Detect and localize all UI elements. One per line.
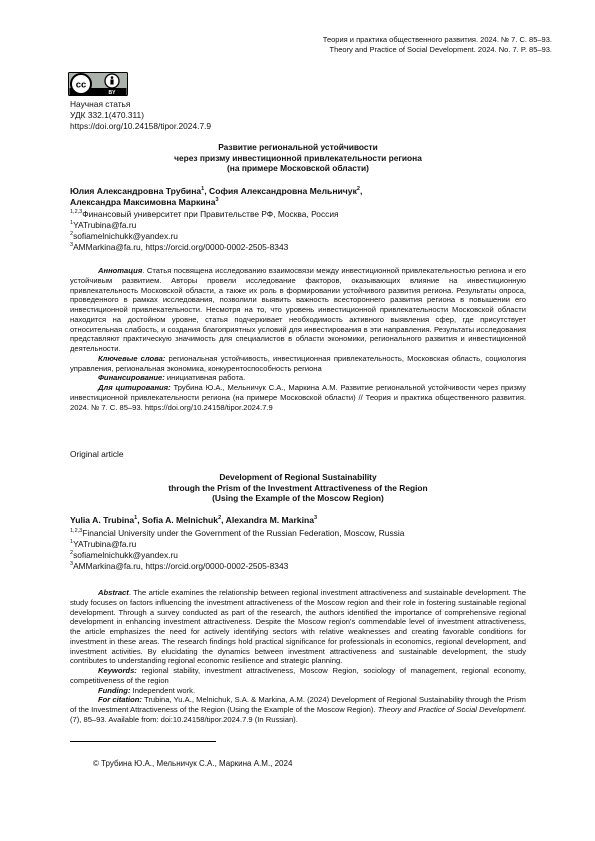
journal-header bbox=[323, 35, 552, 54]
email-1 bbox=[70, 220, 530, 231]
abstract-text: . Статья посвящена исследованию взаимосвязи между инвестиционной привлекательностью региона и его устойчивым развитием. Авторы провели исследование факторов, оказывающих влияние на инвестиционную привлекательность Московской области, а также их роль в формировании устойчивого развития региона. Результаты опроса, проведенного в рамках исследования, позволили выявить важность всестороннего развития региона в повышении его инвестиционной привлекательности. Несмотря на то, что уровень инвестиционной привлекательности Московской области находится на достойном уровне, статья подчеркивает необходимость активного выявления сфер, где присутствует относительная слабость, и создания благоприятных условий для инвестирования в эти направления. Результаты исследования представляют практическую значимость для специалистов в области экономики, регионального развития и инвестиционной деятельности. bbox=[70, 266, 526, 353]
title-line: через призму инвестиционной привлекательности региона bbox=[174, 152, 422, 163]
email-link[interactable]: AMMarkina@fa.ru, https://orcid.org/0000-0002-2505-8343 bbox=[73, 561, 289, 572]
email-3 bbox=[70, 242, 530, 253]
email-sup: 3 bbox=[70, 242, 74, 249]
keywords-label: Keywords: bbox=[98, 666, 137, 675]
author-name: София Александровна Мельничук bbox=[209, 186, 357, 196]
article-meta-ru bbox=[70, 99, 211, 131]
authors-en bbox=[70, 515, 530, 526]
funding-paragraph bbox=[70, 686, 526, 696]
abstract-block-ru bbox=[70, 266, 526, 412]
doi-link[interactable]: https://doi.org/10.24158/tipor.2024.7.9 bbox=[70, 120, 212, 131]
email-sup: 2 bbox=[70, 550, 74, 557]
affil-text: Financial University under the Government of the Russian Federation, Moscow, Russia bbox=[82, 528, 405, 538]
author-sep: , bbox=[137, 515, 142, 525]
article-type: Научная статья bbox=[70, 99, 131, 109]
author-name: Александра Максимовна Маркина bbox=[70, 197, 216, 207]
affiliations-en bbox=[70, 528, 530, 572]
author-sup: 2 bbox=[356, 186, 360, 193]
email-link[interactable]: sofiamelnichukk@yandex.ru bbox=[73, 231, 178, 242]
author-sep: , bbox=[221, 515, 226, 525]
affil-sup: 1,2,3 bbox=[70, 209, 83, 216]
author-sup: 3 bbox=[313, 515, 318, 522]
email-1 bbox=[70, 539, 530, 550]
title-line: through the Prism of the Investment Attractiveness of the Region bbox=[168, 482, 428, 493]
keywords-label: Ключевые слова: bbox=[98, 353, 166, 363]
keywords-text: regional stability, investment attractiveness, Moscow Region, sociology of management, regional economy, competitiveness of the region bbox=[70, 666, 526, 685]
footnote-divider bbox=[70, 741, 216, 742]
author-name: Yulia A. Trubina bbox=[70, 515, 135, 525]
article-title-ru bbox=[70, 142, 526, 174]
abstract-label: Abstract bbox=[98, 588, 129, 597]
abstract-block-en bbox=[70, 588, 526, 725]
citation-paragraph bbox=[70, 383, 526, 412]
affiliations-ru bbox=[70, 209, 530, 253]
author-name: Alexandra M. Markina bbox=[225, 515, 314, 525]
article-type-en: Original article bbox=[70, 449, 124, 459]
abstract-paragraph bbox=[70, 266, 526, 354]
abstract-paragraph bbox=[70, 588, 526, 666]
email-2 bbox=[70, 550, 530, 561]
author-name: Юлия Александровна Трубина bbox=[70, 186, 202, 196]
title-line: Development of Regional Sustainability bbox=[219, 472, 377, 482]
cc-by-label: BY bbox=[108, 90, 116, 96]
author-name: Sofia A. Melnichuk bbox=[142, 515, 219, 525]
email-sup: 2 bbox=[70, 231, 74, 238]
funding-text: инициативная работа. bbox=[164, 373, 246, 383]
email-link[interactable]: YATrubina@fa.ru bbox=[73, 220, 137, 231]
affil-text: Финансовый университет при Правительстве РФ, Москва, Россия bbox=[82, 209, 339, 219]
citation-label: For citation: bbox=[98, 695, 142, 705]
citation-text-end: . (7), 85–93. Available from: doi:10.24158/tipor.2024.7.9 (In Russian). bbox=[70, 705, 526, 724]
author-sep: , bbox=[359, 186, 363, 196]
title-line: (Using the Example of the Moscow Region) bbox=[212, 493, 384, 504]
affiliation bbox=[70, 209, 530, 220]
funding-paragraph bbox=[70, 373, 526, 383]
funding-label: Финансирование: bbox=[98, 373, 165, 383]
author-sup: 1 bbox=[201, 186, 205, 193]
author-sep: , bbox=[204, 186, 210, 196]
funding-text: Independent work. bbox=[130, 685, 196, 695]
copyright-notice: © Трубина Ю.А., Мельничук С.А., Маркина А.М., 2024 bbox=[93, 759, 293, 768]
cc-by-icon bbox=[68, 72, 128, 96]
email-link[interactable]: AMMarkina@fa.ru, https://orcid.org/0000-0002-2505-8343 bbox=[73, 242, 289, 253]
citation-paragraph bbox=[70, 695, 526, 724]
author-sup: 2 bbox=[218, 515, 222, 522]
title-line: Развитие региональной устойчивости bbox=[218, 142, 378, 152]
authors-ru bbox=[70, 186, 530, 208]
abstract-text: . The article examines the relationship between regional investment attractiveness and sustainable development. The study focuses on factors influencing the investment attractiveness of the Moscow region and their role in fostering sustainable regional development. Through a survey conducted as part of the research, the authors identified the importance of comprehensive regional development in enhancing investment attractiveness. Despite the Moscow region's commendable level of investment attractiveness, the article emphasizes the need for actively identifying sectors with relative weaknesses and creating favorable conditions for investment in these areas. The research findings hold practical significance for professionals in economics, regional development, and investment activities. By elucidating the dynamics between investment attractiveness and sustainable development, the study contributes to understanding regional economic resilience and strategic planning. bbox=[70, 588, 526, 666]
citation-label: Для цитирования: bbox=[98, 383, 171, 392]
email-sup: 1 bbox=[70, 220, 74, 227]
journal-header-ru: Теория и практика общественного развития. 2024. № 7. С. 85–93. bbox=[322, 35, 552, 44]
keywords-paragraph bbox=[70, 666, 526, 686]
udc: УДК 332.1(470.311) bbox=[70, 109, 145, 120]
affiliation bbox=[70, 528, 530, 539]
email-2 bbox=[70, 231, 530, 242]
email-sup: 1 bbox=[70, 539, 74, 546]
author-sup: 3 bbox=[215, 197, 219, 204]
email-3 bbox=[70, 561, 530, 572]
abstract-label: Аннотация bbox=[98, 266, 143, 275]
citation-text: Трубина Ю.А., Мельничук С.А., Маркина А.М. Развитие региональной устойчивости через призму инвестиционной привлекательности региона (на примере Московской области) // Теория и практика общественного развития. 2024. № 7. С. 85–93. https://doi.org/10.24158/tipor.2024.7.9 bbox=[70, 383, 526, 412]
email-sup: 3 bbox=[70, 561, 74, 568]
title-line: (на примере Московской области) bbox=[227, 163, 369, 174]
journal-header-en: Theory and Practice of Social Development. 2024. No. 7. P. 85–93. bbox=[329, 44, 552, 54]
keywords-paragraph bbox=[70, 354, 526, 374]
email-link[interactable]: YATrubina@fa.ru bbox=[73, 539, 137, 550]
citation-text: Trubina, Yu.A., Melnichuk, S.A. & Markina, A.M. (2024) Development of Regional Sustainability through the Prism of the Investment Attractiveness of the Region (Using the Example of the Moscow Region). bbox=[70, 695, 526, 714]
svg-text:cc: cc bbox=[75, 79, 87, 91]
article-title-en bbox=[70, 472, 526, 504]
keywords-text: региональная устойчивость, инвестиционная привлекательность, Московская область, социология управления, региональная экономика, конкурентоспособность региона bbox=[70, 353, 526, 373]
funding-label: Funding: bbox=[98, 685, 131, 695]
citation-journal: Theory and Practice of Social Development bbox=[377, 705, 524, 714]
affil-sup: 1,2,3 bbox=[70, 528, 83, 535]
author-sup: 1 bbox=[134, 515, 138, 522]
email-link[interactable]: sofiamelnichukk@yandex.ru bbox=[73, 550, 178, 561]
